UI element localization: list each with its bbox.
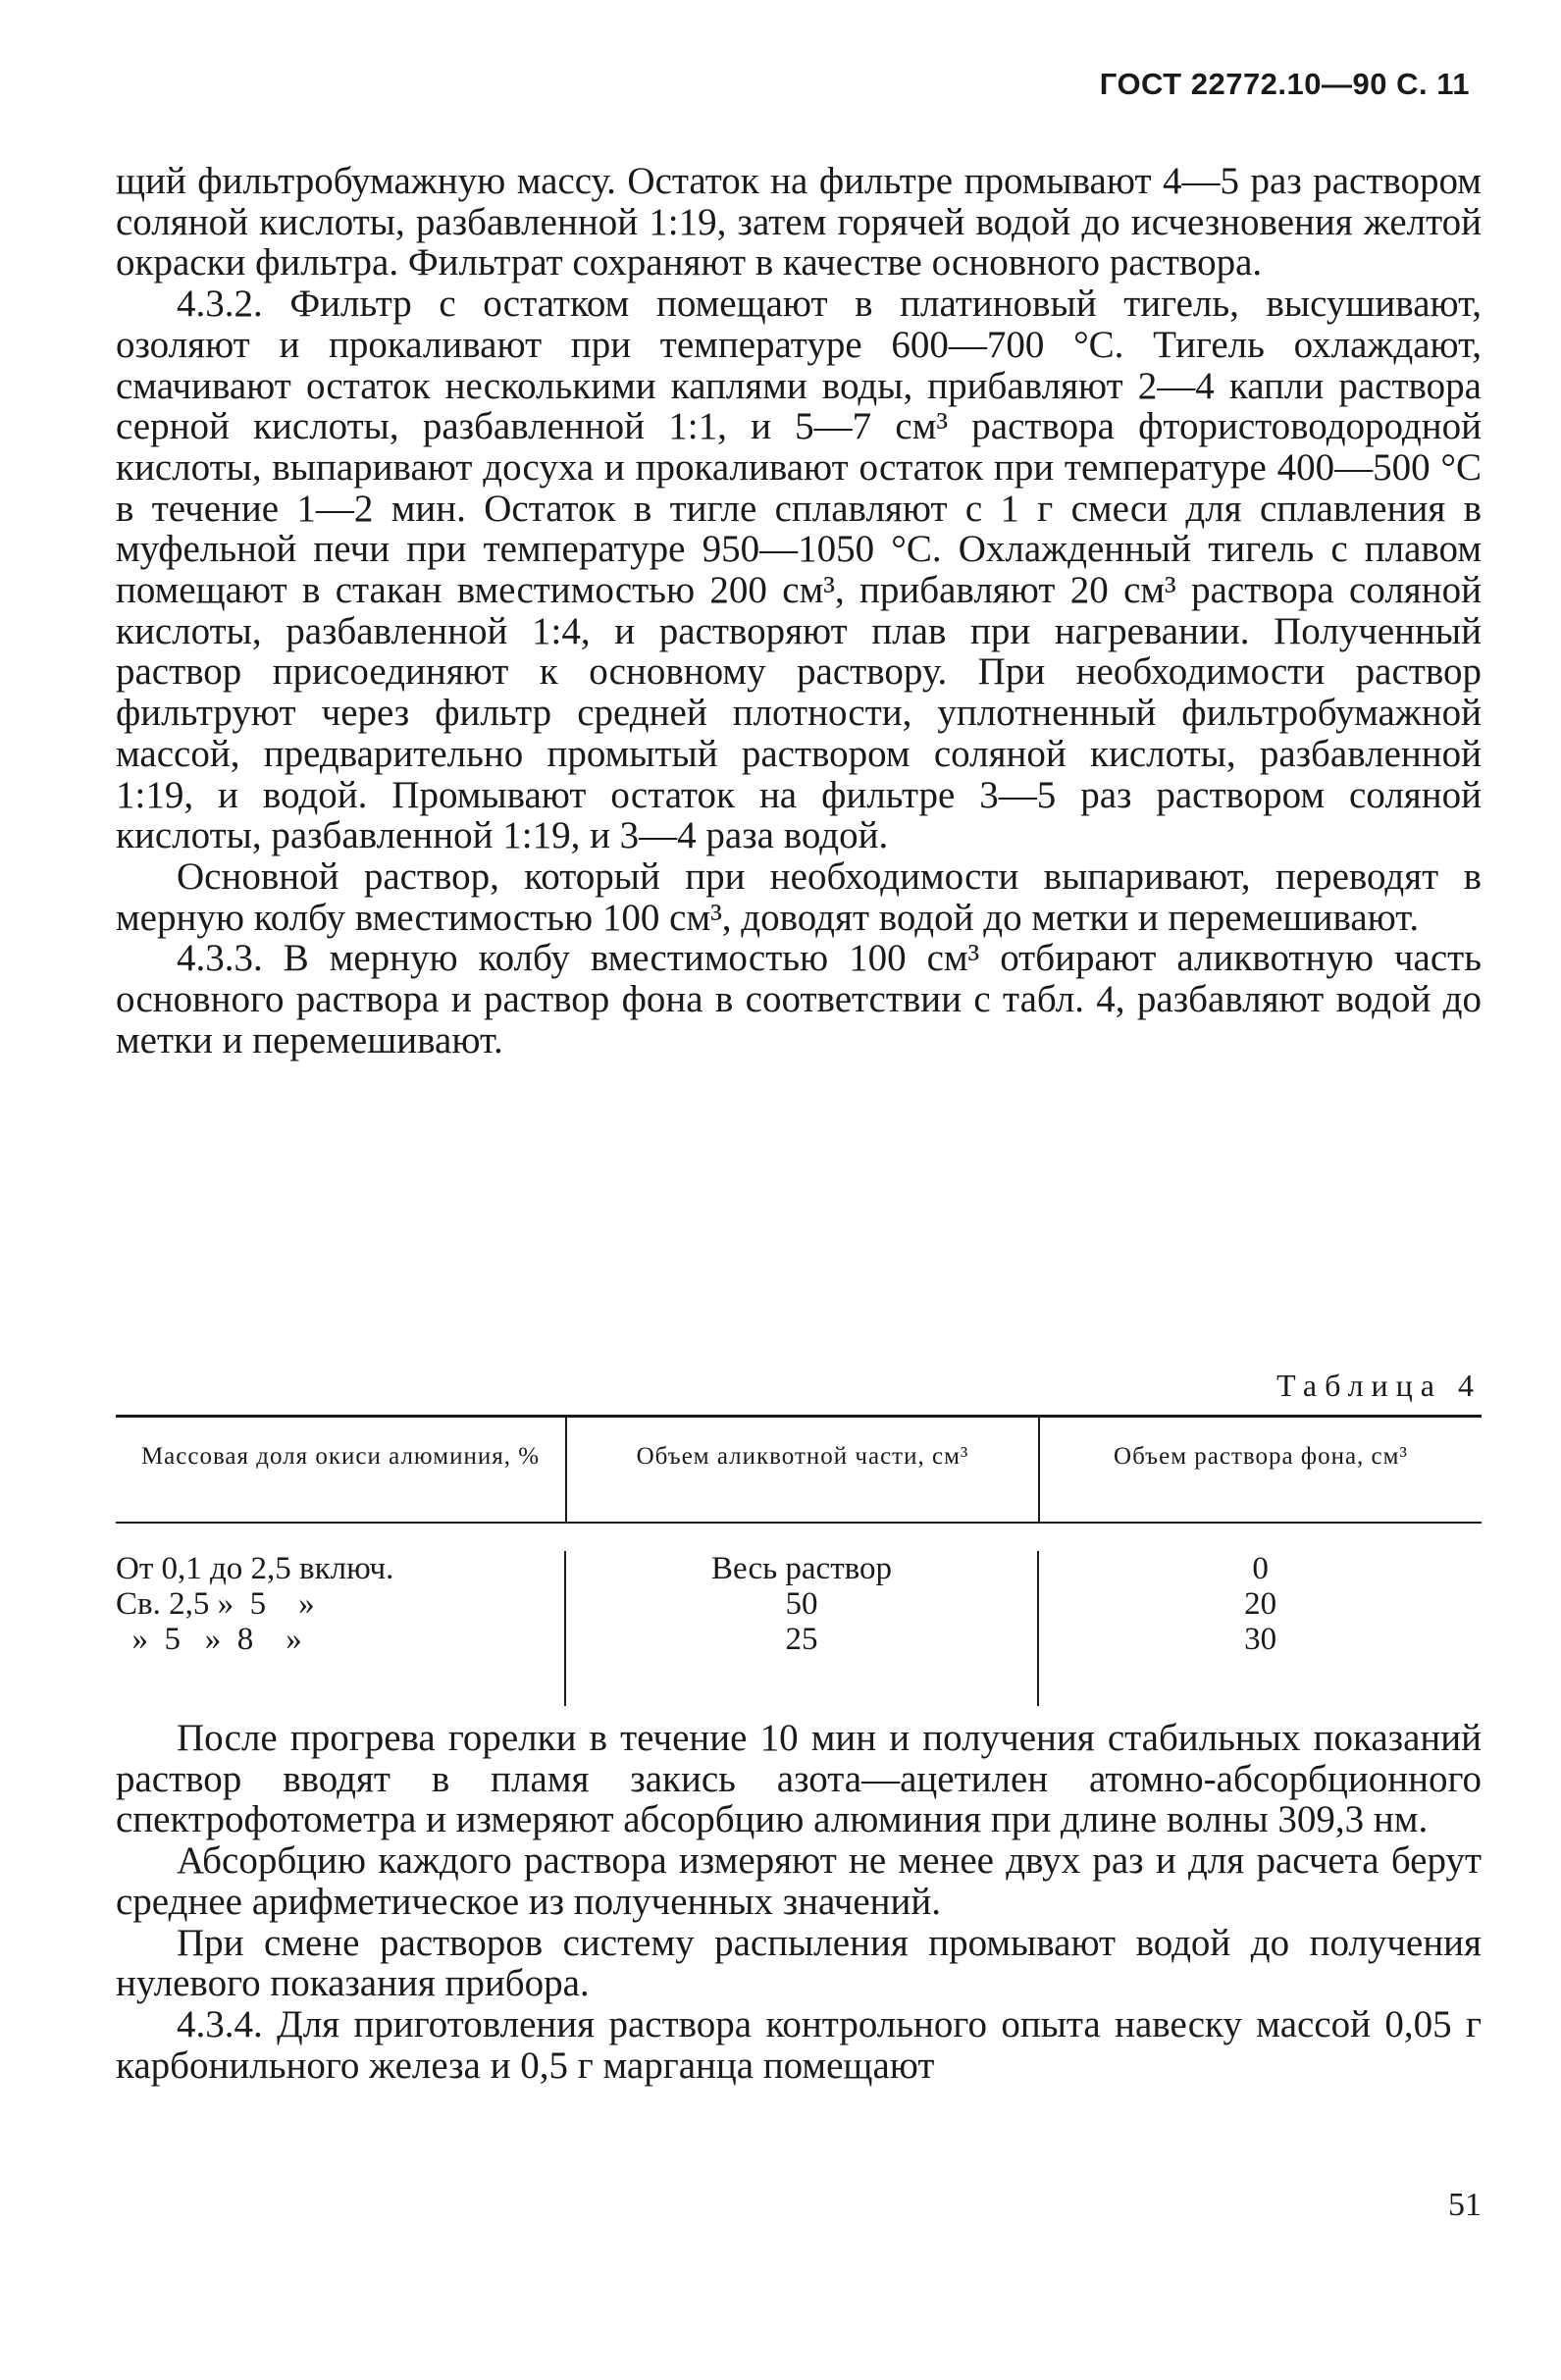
- paragraph-continuation: щий фильтробумажную массу. Остаток на фильтре промывают 4—5 раз раствором соляной кислоты, разбавленной 1:19, затем горячей водой до исчезновения желтой окраски фильтра. Фильтрат сохраняют в качестве основного раствора.: [116, 160, 1482, 285]
- paragraph-main-solution: Основной раствор, который при необходимости выпаривают, переводят в мерную колбу вместимостью 100 см³, доводят водой до метки и перемешивают.: [116, 854, 1482, 939]
- body-text-bottom: [116, 1718, 1482, 2086]
- column-header-mass-fraction: Массовая доля окиси алюминия, %: [140, 1443, 541, 1470]
- paragraph-4-3-4: 4.3.4. Для приготовления раствора контрольного опыта навеску массой 0,05 г карбонильного железа и 0,5 г марганца помещают: [116, 2002, 1482, 2087]
- table-cell: 0: [1252, 1551, 1269, 1586]
- table-4: [116, 1415, 1482, 1706]
- page-number: 51: [1448, 2187, 1482, 2223]
- column-aliquot-volume: [564, 1551, 1038, 1706]
- column-mass-fraction: [116, 1551, 564, 1706]
- table-header-row: [116, 1418, 1482, 1522]
- table-cell: 25: [785, 1622, 818, 1657]
- table-cell: Весь раствор: [710, 1551, 892, 1586]
- body-text-top: [116, 161, 1482, 1061]
- table-cell: 20: [1244, 1586, 1277, 1622]
- paragraph-absorption: Абсорбцию каждого раствора измеряют не менее двух раз и для расчета берут среднее арифметическое из полученных значений.: [116, 1839, 1482, 1923]
- table-cell: 50: [785, 1586, 818, 1622]
- column-background-volume: [1037, 1551, 1482, 1706]
- paragraph-4-3-3: 4.3.3. В мерную колбу вместимостью 100 см³ отбирают аликвотную часть основного раствора и раствор фона в соответствии с табл. 4, разбавляют водой до метки и перемешивают.: [116, 937, 1482, 1061]
- paragraph-burner: После прогрева горелки в течение 10 мин и получения стабильных показаний раствор вводят в пламя закись азота—ацетилен атомно-абсорбционного спектрофотометра и измеряют абсорбцию алюминия при длине волны 309,3 нм.: [116, 1717, 1482, 1841]
- table-caption: Таблица 4: [1276, 1368, 1482, 1403]
- table-cell: Св. 2,5 » 5 »: [116, 1586, 315, 1622]
- table-cell: 30: [1244, 1622, 1277, 1657]
- column-header-aliquot-volume: Объем аликвотной части, см³: [565, 1418, 1038, 1522]
- column-header-background-volume: Объем раствора фона, см³: [1038, 1418, 1482, 1522]
- paragraph-rinse: При смене растворов систему распыления промывают водой до получения нулевого показания прибора.: [116, 1921, 1482, 2005]
- table-body: [116, 1524, 1482, 1706]
- running-header: ГОСТ 22772.10—90 С. 11: [1099, 67, 1470, 101]
- paragraph-4-3-2: 4.3.2. Фильтр с остатком помещают в платиновый тигель, высушивают, озоляют и прокаливают при температуре 600—700 °С. Тигель охлаждают, смачивают остаток несколькими каплями воды, прибавляют 2—4 капли раствора серной кислоты, разбавленной 1:1, и 5—7 см³ раствора фтористоводородной кислоты, выпаривают досуха и прокаливают остаток при температуре 400—500 °С в течение 1—2 мин. Остаток в тигле сплавляют с 1 г смеси для сплавления в муфельной печи при температуре 950—1050 °С. Охлажденный тигель с плавом помещают в стакан вместимостью 200 см³, прибавляют 20 см³ раствора соляной кислоты, разбавленной 1:4, и растворяют плав при нагревании. Полученный раствор присоединяют к основному раствору. При необходимости раствор фильтруют через фильтр средней плотности, уплотненный фильтробумажной массой, предварительно промытый раствором соляной кислоты, разбавленной 1:19, и водой. Промывают остаток на фильтре 3—5 раз раствором соляной кислоты, разбавленной 1:19, и 3—4 раза водой.: [116, 283, 1482, 857]
- table-cell: От 0,1 до 2,5 включ.: [116, 1551, 394, 1586]
- table-cell: » 5 » 8 »: [116, 1622, 302, 1657]
